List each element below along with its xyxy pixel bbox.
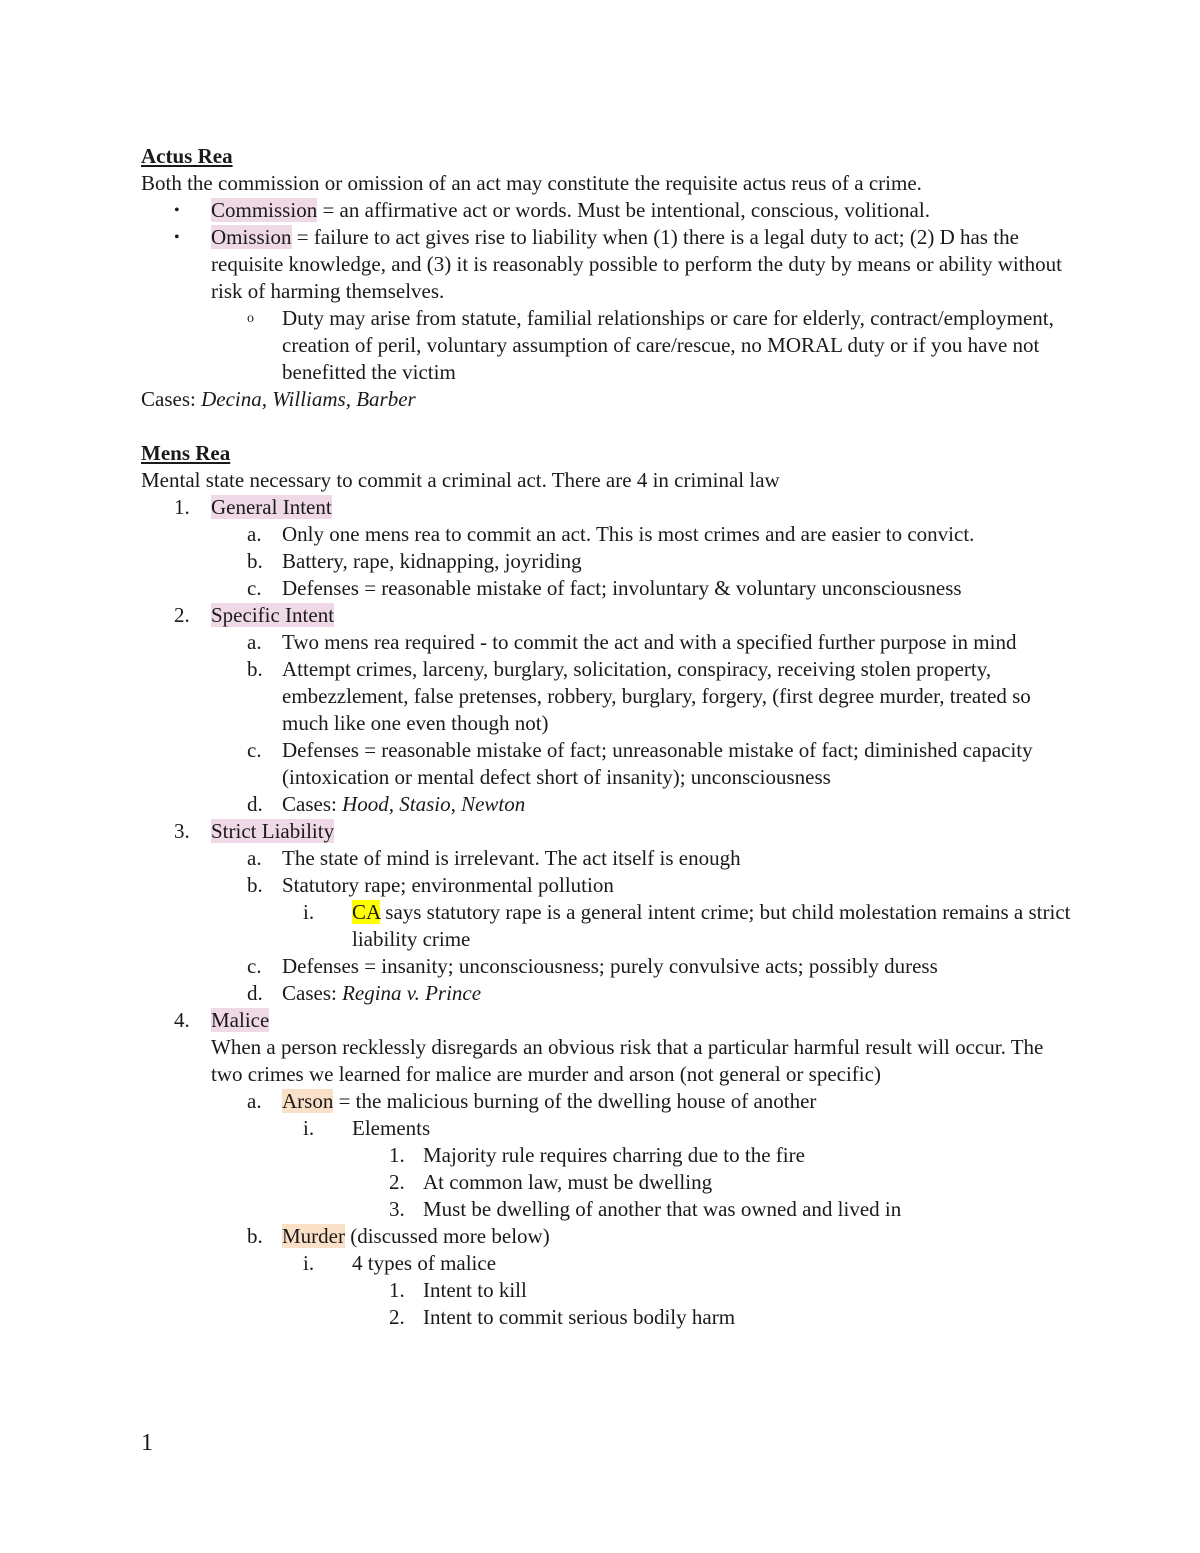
list-number: 1. [389,1278,405,1302]
list-roman: i. [303,1116,315,1140]
list-text: (discussed more below) [344,1224,550,1248]
case-names: Hood, Stasio, Newton [342,792,526,816]
list-item [141,899,1071,953]
cases-label: Cases: [282,981,343,1005]
list-text: Defenses = reasonable mistake of fact; unreasonable mistake of fact; diminished capacity (intoxication or mental defect short of insanity); unconsciousness [282,738,1033,789]
list-item-commission [141,197,1071,224]
list-letter: c. [247,576,262,600]
list-item [141,1304,1071,1331]
list-item-omission [141,224,1071,305]
list-item [141,1115,1071,1142]
list-item [141,1250,1071,1277]
list-text: At common law, must be dwelling [423,1170,713,1194]
list-item [141,656,1071,737]
list-letter: d. [247,981,263,1005]
bullet-icon: • [174,202,180,219]
list-item-specific-intent [141,602,1071,629]
document-page [141,143,1071,1331]
actus-intro: Both the commission or omission of an act may constitute the requisite actus reus of a crime. [141,171,922,195]
list-letter: b. [247,549,263,573]
term-commission: Commission [211,198,318,222]
list-text: Majority rule requires charring due to the fire [423,1143,805,1167]
list-number: 2. [389,1305,405,1329]
list-item-duty [141,305,1071,386]
list-item [141,791,1071,818]
circle-bullet-icon: o [247,311,254,326]
list-letter: c. [247,954,262,978]
list-item [141,737,1071,791]
list-text: says statutory rape is a general intent crime; but child molestation remains a strict liability crime [352,900,1071,951]
mens-intro: Mental state necessary to commit a criminal act. There are 4 in criminal law [141,468,780,492]
list-text: Only one mens rea to commit an act. This is most crimes and are easier to convict. [282,522,975,546]
list-number: 3. [174,819,190,843]
list-text: Must be dwelling of another that was owned and lived in [423,1197,902,1221]
bullet-icon: • [174,229,180,246]
term-malice: Malice [211,1008,270,1032]
list-letter: a. [247,522,262,546]
list-letter: a. [247,630,262,654]
list-letter: c. [247,738,262,762]
term-strict-liability: Strict Liability [211,819,335,843]
list-number: 2. [389,1170,405,1194]
list-item [141,1142,1071,1169]
list-letter: b. [247,1224,263,1248]
list-number: 1. [389,1143,405,1167]
list-item [141,953,1071,980]
list-letter: b. [247,873,263,897]
list-item-strict-liability [141,818,1071,845]
case-names: Decina, Williams, Barber [201,387,416,411]
cases-label: Cases: [141,387,202,411]
list-item-arson [141,1088,1071,1115]
term-omission: Omission [211,225,292,249]
list-number: 4. [174,1008,190,1032]
list-text: Defenses = insanity; unconsciousness; purely convulsive acts; possibly duress [282,954,938,978]
list-text: Statutory rape; environmental pollution [282,873,614,897]
list-letter: b. [247,657,263,681]
list-item [141,548,1071,575]
commission-definition: = an affirmative act or words. Must be intentional, conscious, volitional. [317,198,930,222]
list-item-murder [141,1223,1071,1250]
term-general-intent: General Intent [211,495,332,519]
list-text: Intent to commit serious bodily harm [423,1305,736,1329]
list-letter: a. [247,846,262,870]
list-item [141,521,1071,548]
list-text: Battery, rape, kidnapping, joyriding [282,549,582,573]
section-heading-actus-rea: Actus Rea [141,144,233,168]
list-item [141,1169,1071,1196]
omission-definition: = failure to act gives rise to liability when (1) there is a legal duty to act; (2) D has the requisite knowledge, and (3) it is reasonably possible to perform the duty by means or ability without risk of harming themselves. [211,225,1062,303]
list-item-malice [141,1007,1071,1034]
term-ca: CA [352,900,381,924]
list-text: 4 types of malice [352,1251,497,1275]
list-text: The state of mind is irrelevant. The act itself is enough [282,846,741,870]
list-text: Intent to kill [423,1278,527,1302]
cases-label: Cases: [282,792,343,816]
list-number: 2. [174,603,190,627]
list-item [141,1277,1071,1304]
section-heading-mens-rea: Mens Rea [141,441,231,465]
list-item [141,629,1071,656]
list-item [141,575,1071,602]
list-item [141,980,1071,1007]
list-item [141,1196,1071,1223]
list-text: Two mens rea required - to commit the act and with a specified further purpose in mind [282,630,1017,654]
duty-text: Duty may arise from statute, familial relationships or care for elderly, contract/employment, creation of peril, voluntary assumption of care/rescue, no MORAL duty or if you have not benefitted the victim [282,306,1054,384]
list-letter: d. [247,792,263,816]
list-text: = the malicious burning of the dwelling house of another [333,1089,817,1113]
list-number: 1. [174,495,190,519]
list-roman: i. [303,1251,315,1275]
list-item [141,872,1071,899]
list-text: Defenses = reasonable mistake of fact; involuntary & voluntary unconsciousness [282,576,962,600]
term-specific-intent: Specific Intent [211,603,335,627]
list-text: Attempt crimes, larceny, burglary, solicitation, conspiracy, receiving stolen property, embezzlement, false pretenses, robbery, burglary, forgery, (first degree murder, treated so much like one even though not) [282,657,1031,735]
list-letter: a. [247,1089,262,1113]
malice-description: When a person recklessly disregards an obvious risk that a particular harmful result will occur. The two crimes we learned for malice are murder and arson (not general or specific) [211,1035,1044,1086]
term-arson: Arson [282,1089,334,1113]
list-item-general-intent [141,494,1071,521]
list-item [141,845,1071,872]
spacer [141,413,1071,440]
case-names: Regina v. Prince [342,981,482,1005]
actus-cases [141,386,1071,413]
list-text: Elements [352,1116,431,1140]
list-roman: i. [303,900,315,924]
term-murder: Murder [282,1224,345,1248]
page-number: 1 [141,1430,153,1456]
list-number: 3. [389,1197,405,1221]
